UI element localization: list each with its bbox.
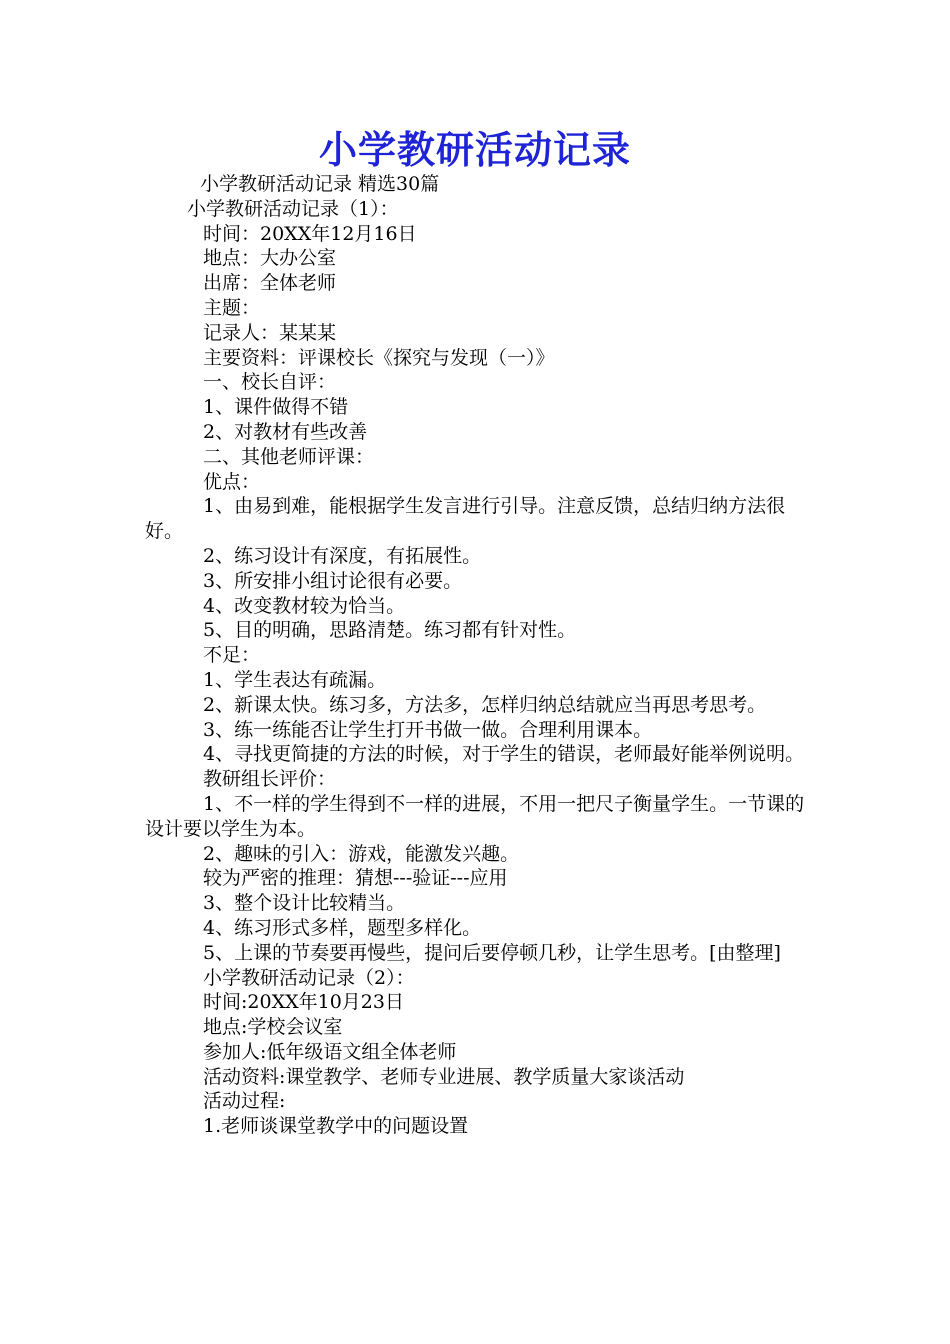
- paragraph: 地点：大办公室: [203, 247, 337, 270]
- paragraph: 时间:20XX年10月23日: [203, 991, 404, 1014]
- paragraph: 不足：: [203, 644, 261, 667]
- paragraph: 2、练习设计有深度，有拓展性。: [203, 544, 482, 567]
- paragraph: 教研组长评价：: [203, 768, 337, 791]
- paragraph: 活动资料:课堂教学、老师专业进展、教学质量大家谈活动: [203, 1065, 685, 1088]
- paragraph: 参加人:低年级语文组全体老师: [203, 1040, 457, 1063]
- paragraph: 优点：: [203, 470, 261, 493]
- paragraph: 二、其他老师评课：: [203, 445, 375, 468]
- paragraph: [145, 792, 815, 842]
- paragraph: 1.老师谈课堂教学中的问题设置: [203, 1115, 469, 1138]
- paragraph-text: 5、上课的节奏要再慢些，提问后要停顿几秒，让学生思考。[由整理]: [203, 941, 781, 964]
- paragraph: [145, 742, 815, 767]
- paragraph: 地点:学校会议室: [203, 1016, 343, 1039]
- paragraph: 主题：: [203, 296, 261, 319]
- paragraph: 3、所安排小组讨论很有必要。: [203, 569, 463, 592]
- paragraph: 4、改变教材较为恰当。: [203, 594, 406, 617]
- section-heading: 小学教研活动记录（2）：: [203, 966, 415, 989]
- paragraph: 时间：20XX年12月16日: [203, 222, 417, 245]
- document-body: [145, 172, 815, 1139]
- paragraph: 2、趣味的引入：游戏，能激发兴趣。: [203, 842, 520, 865]
- paragraph: [145, 494, 815, 544]
- paragraph: 1、课件做得不错: [203, 396, 349, 419]
- paragraph: 3、整个设计比较精当。: [203, 892, 406, 915]
- paragraph: 较为严密的推理：猜想---验证---应用: [203, 867, 508, 890]
- paragraph: 主要资料：评课校长《探究与发现（一）》: [203, 346, 555, 369]
- paragraph: 出席：全体老师: [203, 272, 337, 295]
- paragraph: 3、练一练能否让学生打开书做一做。合理利用课本。: [203, 718, 653, 741]
- document-title: 小学教研活动记录: [318, 127, 631, 172]
- paragraph-text: 4、寻找更简捷的方法的时候，对于学生的错误，老师最好能举例说明。: [203, 743, 805, 766]
- paragraph: 2、对教材有些改善: [203, 420, 368, 443]
- paragraph: 活动过程:: [203, 1090, 286, 1113]
- paragraph-text: 2、新课太快。练习多，方法多，怎样归纳总结就应当再思考思考。: [203, 693, 767, 716]
- paragraph: 1、学生表达有疏漏。: [203, 668, 387, 691]
- paragraph-text: 1、不一样的学生得到不一样的进展，不用一把尺子衡量学生。一节课的设计要以学生为本。: [145, 792, 805, 840]
- paragraph: 5、目的明确，思路清楚。练习都有针对性。: [203, 619, 577, 642]
- section-heading: 小学教研活动记录（1）：: [187, 197, 399, 220]
- paragraph: [145, 693, 815, 718]
- paragraph-text: 1、由易到难，能根据学生发言进行引导。注意反馈，总结归纳方法很好。: [145, 495, 786, 543]
- paragraph: 一、校长自评：: [203, 371, 337, 394]
- paragraph: [145, 941, 815, 966]
- paragraph: 记录人：某某某: [203, 321, 337, 344]
- paragraph: 4、练习形式多样，题型多样化。: [203, 916, 482, 939]
- subtitle-line: 小学教研活动记录 精选30篇: [200, 173, 440, 195]
